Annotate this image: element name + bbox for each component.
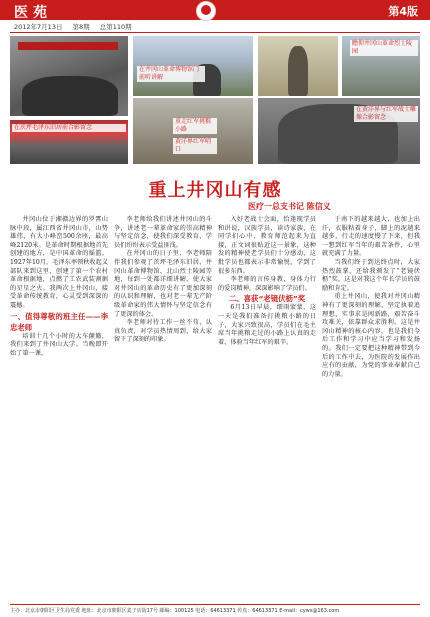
emblem-icon	[196, 1, 216, 21]
paragraph: 李老师的言传身教，身体力行的爱岗精神，深深影响了学员们。	[218, 276, 316, 292]
photo-museum-group	[10, 36, 128, 116]
paragraph: 6月13日早晨，细雨蒙蒙，这一天是我们准备打挑粮小路的日子，大家兴致很高，学员们在毛主席当年挑粮走过的小路上认真的走着，体验当年红军的艰辛。	[218, 304, 316, 346]
masthead	[0, 0, 430, 20]
photo-group-banner	[10, 120, 128, 164]
article-column-3	[218, 216, 316, 347]
photo-trail	[133, 98, 253, 164]
caption-cemetery: 瞻仰井冈山革命烈士陵园	[350, 40, 418, 56]
photo-statue-group	[258, 98, 420, 164]
paragraph: 于南下的越来越大，也加上出汗，衣服粘着身子，脚上的泥越来越多，行走的速度慢了下来，但我一想到红军当年的艰苦条件，心里就充满了力量。	[322, 216, 420, 258]
paragraph: 井冈山位于湘赣边界的罗霄山脉中段，属江西省井冈山市，山势雄伟，有大小峰峦500余座，最高峰2120米。是革命时期根据地首先创建的地方，是中国革命的摇篮。1927年10月，毛泽东率领秋收起义部队来到这里，创建了第一个农村革命根据地，点燃了工农武装割据的星星之火。我两次上井冈山，接受革命传统教育，心灵受到深深的震撼。	[10, 216, 108, 309]
section-heading-2: 二、喜获“老镜伏枥”奖	[228, 294, 306, 304]
paragraph: 重上井冈山，使我对井冈山精神有了更深刻的理解，坚定执着追理想，实事求是闯新路，艰苦奋斗攻难关，依靠群众求胜利。这是井冈山精神的核心内容，也是我们今后工作和学习中应当学习和发扬的。我们一定要把这种精神带到今后的工作中去，为医院的发展作出应有的贡献，为党的事业奉献自己的力量。	[322, 293, 420, 378]
section-heading-1: 一、值得尊敬的班主任——李忠老师	[10, 311, 108, 332]
caption-huangyangjie: 黄洋界红军哨口	[173, 138, 217, 154]
issue-info	[14, 22, 140, 31]
issue-total: 总第110期	[99, 23, 132, 31]
paragraph: 在井冈山的日子里，李老师陪伴我们参观了茨坪毛泽东旧居、井冈山革命博物馆、北山烈士陵园等地，每到一处都详细讲解，使大家对井冈山的革命历史有了更加深刻的认识和理解，也对老一辈无产阶级革命家的伟大情怀与坚定信念有了更深的体会。	[114, 250, 212, 318]
article-column-2	[114, 216, 212, 345]
photo-tribute	[342, 36, 420, 96]
article-byline: 医疗一总支书记 陈信义	[248, 202, 331, 211]
issue-number: 第8期	[72, 23, 90, 31]
page-number: 第4版	[388, 5, 418, 18]
caption-museum: 在井冈山革命博物馆门前听讲解	[137, 66, 205, 82]
top-rule	[10, 32, 420, 33]
issue-date: 2012年7月13日	[14, 23, 63, 31]
paragraph: 李老师对待工作一丝不苟，认真负责，对学员热情周到，给大家留下了深刻的印象。	[114, 319, 212, 344]
paragraph: 李老师给我们讲述井冈山的斗争，讲述老一辈革命家的崇高精神与坚定信念，使我们深受教育，学员们纷纷表示受益匪浅。	[114, 216, 212, 249]
paragraph: 当我们终于到达终点时，大家热烈鼓掌，还给我颁发了“老镜伏枥”奖，这是对我这个年长学员的鼓励和肯定。	[322, 258, 420, 292]
photo-cemetery	[258, 36, 338, 96]
caption-trail: 重走红军挑粮小路	[173, 118, 217, 134]
caption-maozedong-home: 在茨坪毛泽东旧居前合影留念	[12, 124, 126, 132]
paragraph: 培训十几个小时的大车颠簸，我们来到了井冈山大学。当晚即开始了第一课。	[10, 332, 108, 357]
article-column-1	[10, 216, 108, 358]
article-column-4	[322, 216, 420, 379]
newspaper-title: 医苑	[14, 5, 52, 21]
photo-museum-lecture	[133, 36, 253, 96]
article-headline: 重上井冈山有感	[148, 180, 282, 201]
caption-statue: 在黄洋界与红军战士雕像合影留念	[356, 106, 417, 121]
paragraph: 入好老战士会面，恰逢现学员和讲说，汉族学员，读诗家族，在同学们心中，教育师范起来为直接，正文词很贴近这一景象，这种发的精神使老学员们十分感动，这批学员也都表示非常愉悦，学到了很多东西。	[218, 216, 316, 275]
footer-info: 主办：北京市朝阳区卫生局党委 地址：北京市朝阳区麦子店街17号 邮编：100125 电话：64613371 传真：64613371 E-mail：cyws@163.com	[10, 604, 420, 614]
